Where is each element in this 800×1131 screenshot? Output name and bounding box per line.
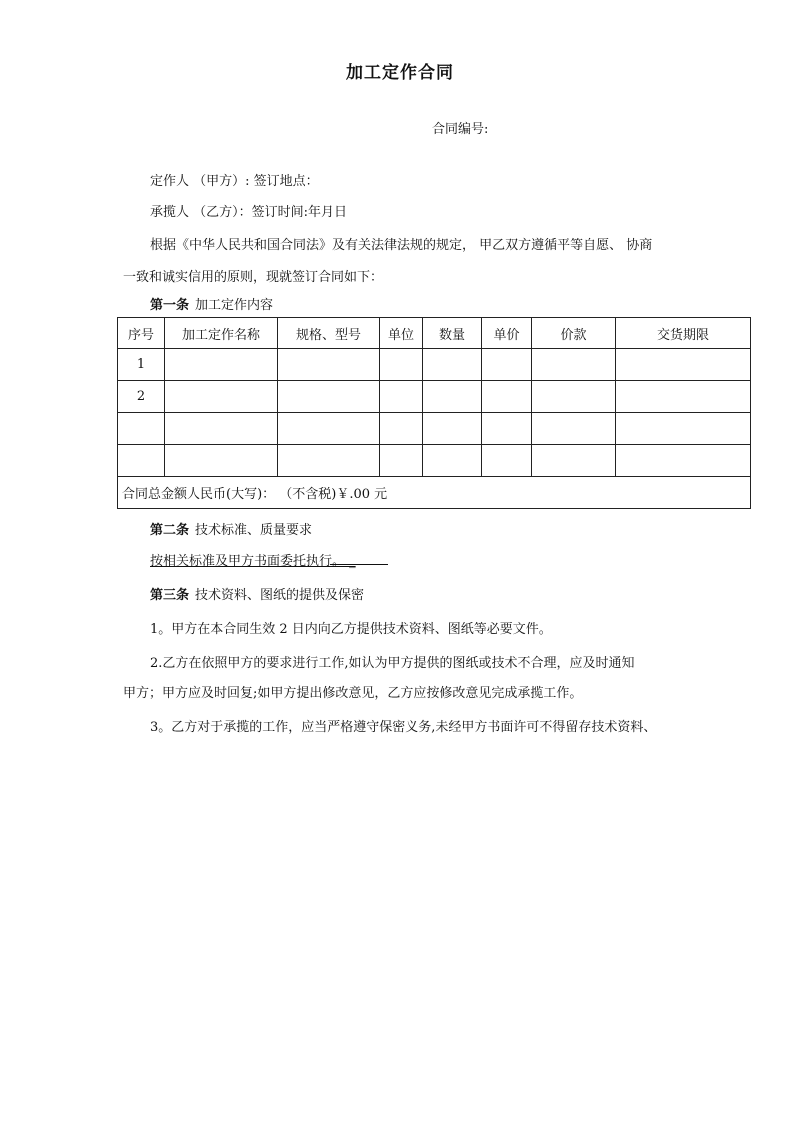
article-3-clause-2-line-2: 甲方；甲方应及时回复;如甲方提出修改意见，乙方应按修改意见完成承揽工作。 (123, 686, 583, 701)
table-row (118, 349, 751, 381)
party-b-line: 承揽人 （乙方）：签订时间:年月日 (150, 205, 348, 220)
table-row (118, 413, 751, 445)
party-a-line: 定作人 （甲方）: 签订地点： (150, 174, 319, 189)
table-cell: 1 (118, 349, 165, 381)
table-cell (278, 381, 380, 413)
table-cell (532, 413, 616, 445)
table-cell (532, 445, 616, 477)
table-cell (532, 349, 616, 381)
article-2-heading (150, 519, 312, 538)
table-cell (423, 413, 482, 445)
table-cell (482, 413, 532, 445)
table-cell (165, 381, 278, 413)
table-cell (616, 381, 751, 413)
table-cell (482, 445, 532, 477)
article-3-title: 技术资料、图纸的提供及保密 (195, 588, 365, 603)
contract-number-label: 合同编号: (432, 122, 489, 137)
table-cell (278, 413, 380, 445)
header-cell: 单位 (380, 318, 423, 349)
table-cell (423, 381, 482, 413)
table-cell (423, 445, 482, 477)
table-header-row (118, 318, 751, 349)
fill-in-underline (330, 550, 388, 565)
table-cell (165, 349, 278, 381)
table-cell (423, 349, 482, 381)
article-1-number: 第一条 (150, 298, 190, 313)
article-1-title: 加工定作内容 (195, 298, 274, 313)
document-title: 加工定作合同 (346, 63, 454, 83)
article-2-number: 第二条 (150, 523, 190, 538)
header-cell: 交货期限 (616, 318, 751, 349)
article-3-clause-3: 3。乙方对于承揽的工作，应当严格遵守保密义务,未经甲方书面许可不得留存技术资料、 (150, 720, 657, 735)
article-3-heading (150, 584, 364, 603)
table-cell (118, 413, 165, 445)
article-1-heading (150, 294, 273, 313)
intro-line-1: 根据《中华人民共和国合同法》及有关法律法规的规定， 甲乙双方遵循平等自愿、 协商 (150, 238, 653, 253)
items-table (117, 317, 751, 509)
table-cell (616, 445, 751, 477)
article-3-clause-1: 1。甲方在本合同生效 2 日内向乙方提供技术资料、图纸等必要文件。 (150, 622, 552, 637)
table-row (118, 445, 751, 477)
table-cell (482, 349, 532, 381)
intro-line-2: 一致和诚实信用的原则，现就签订合同如下： (123, 270, 384, 285)
table-cell: 2 (118, 381, 165, 413)
table-cell (482, 381, 532, 413)
table-cell (165, 445, 278, 477)
table-cell (380, 413, 423, 445)
table-cell (118, 445, 165, 477)
header-cell: 价款 (532, 318, 616, 349)
table-cell (616, 349, 751, 381)
header-cell: 数量 (423, 318, 482, 349)
table-cell (380, 381, 423, 413)
table-cell (380, 349, 423, 381)
table-cell (278, 349, 380, 381)
table-cell (165, 413, 278, 445)
table-row (118, 381, 751, 413)
table-cell (616, 413, 751, 445)
article-2-text: 按相关标准及甲方书面委托执行。 _ (150, 554, 356, 569)
total-amount-cell: 合同总金额人民币(大写)： （不含税)￥.00 元 (118, 477, 751, 509)
article-2-title: 技术标准、质量要求 (195, 523, 313, 538)
table-total-row (118, 477, 751, 509)
table-cell (380, 445, 423, 477)
header-cell: 单价 (482, 318, 532, 349)
table-cell (278, 445, 380, 477)
header-cell: 规格、型号 (278, 318, 380, 349)
header-cell: 序号 (118, 318, 165, 349)
table-cell (532, 381, 616, 413)
header-cell: 加工定作名称 (165, 318, 278, 349)
article-3-number: 第三条 (150, 588, 190, 603)
article-3-clause-2-line-1: 2.乙方在依照甲方的要求进行工作,如认为甲方提供的图纸或技术不合理，应及时通知 (150, 656, 635, 671)
